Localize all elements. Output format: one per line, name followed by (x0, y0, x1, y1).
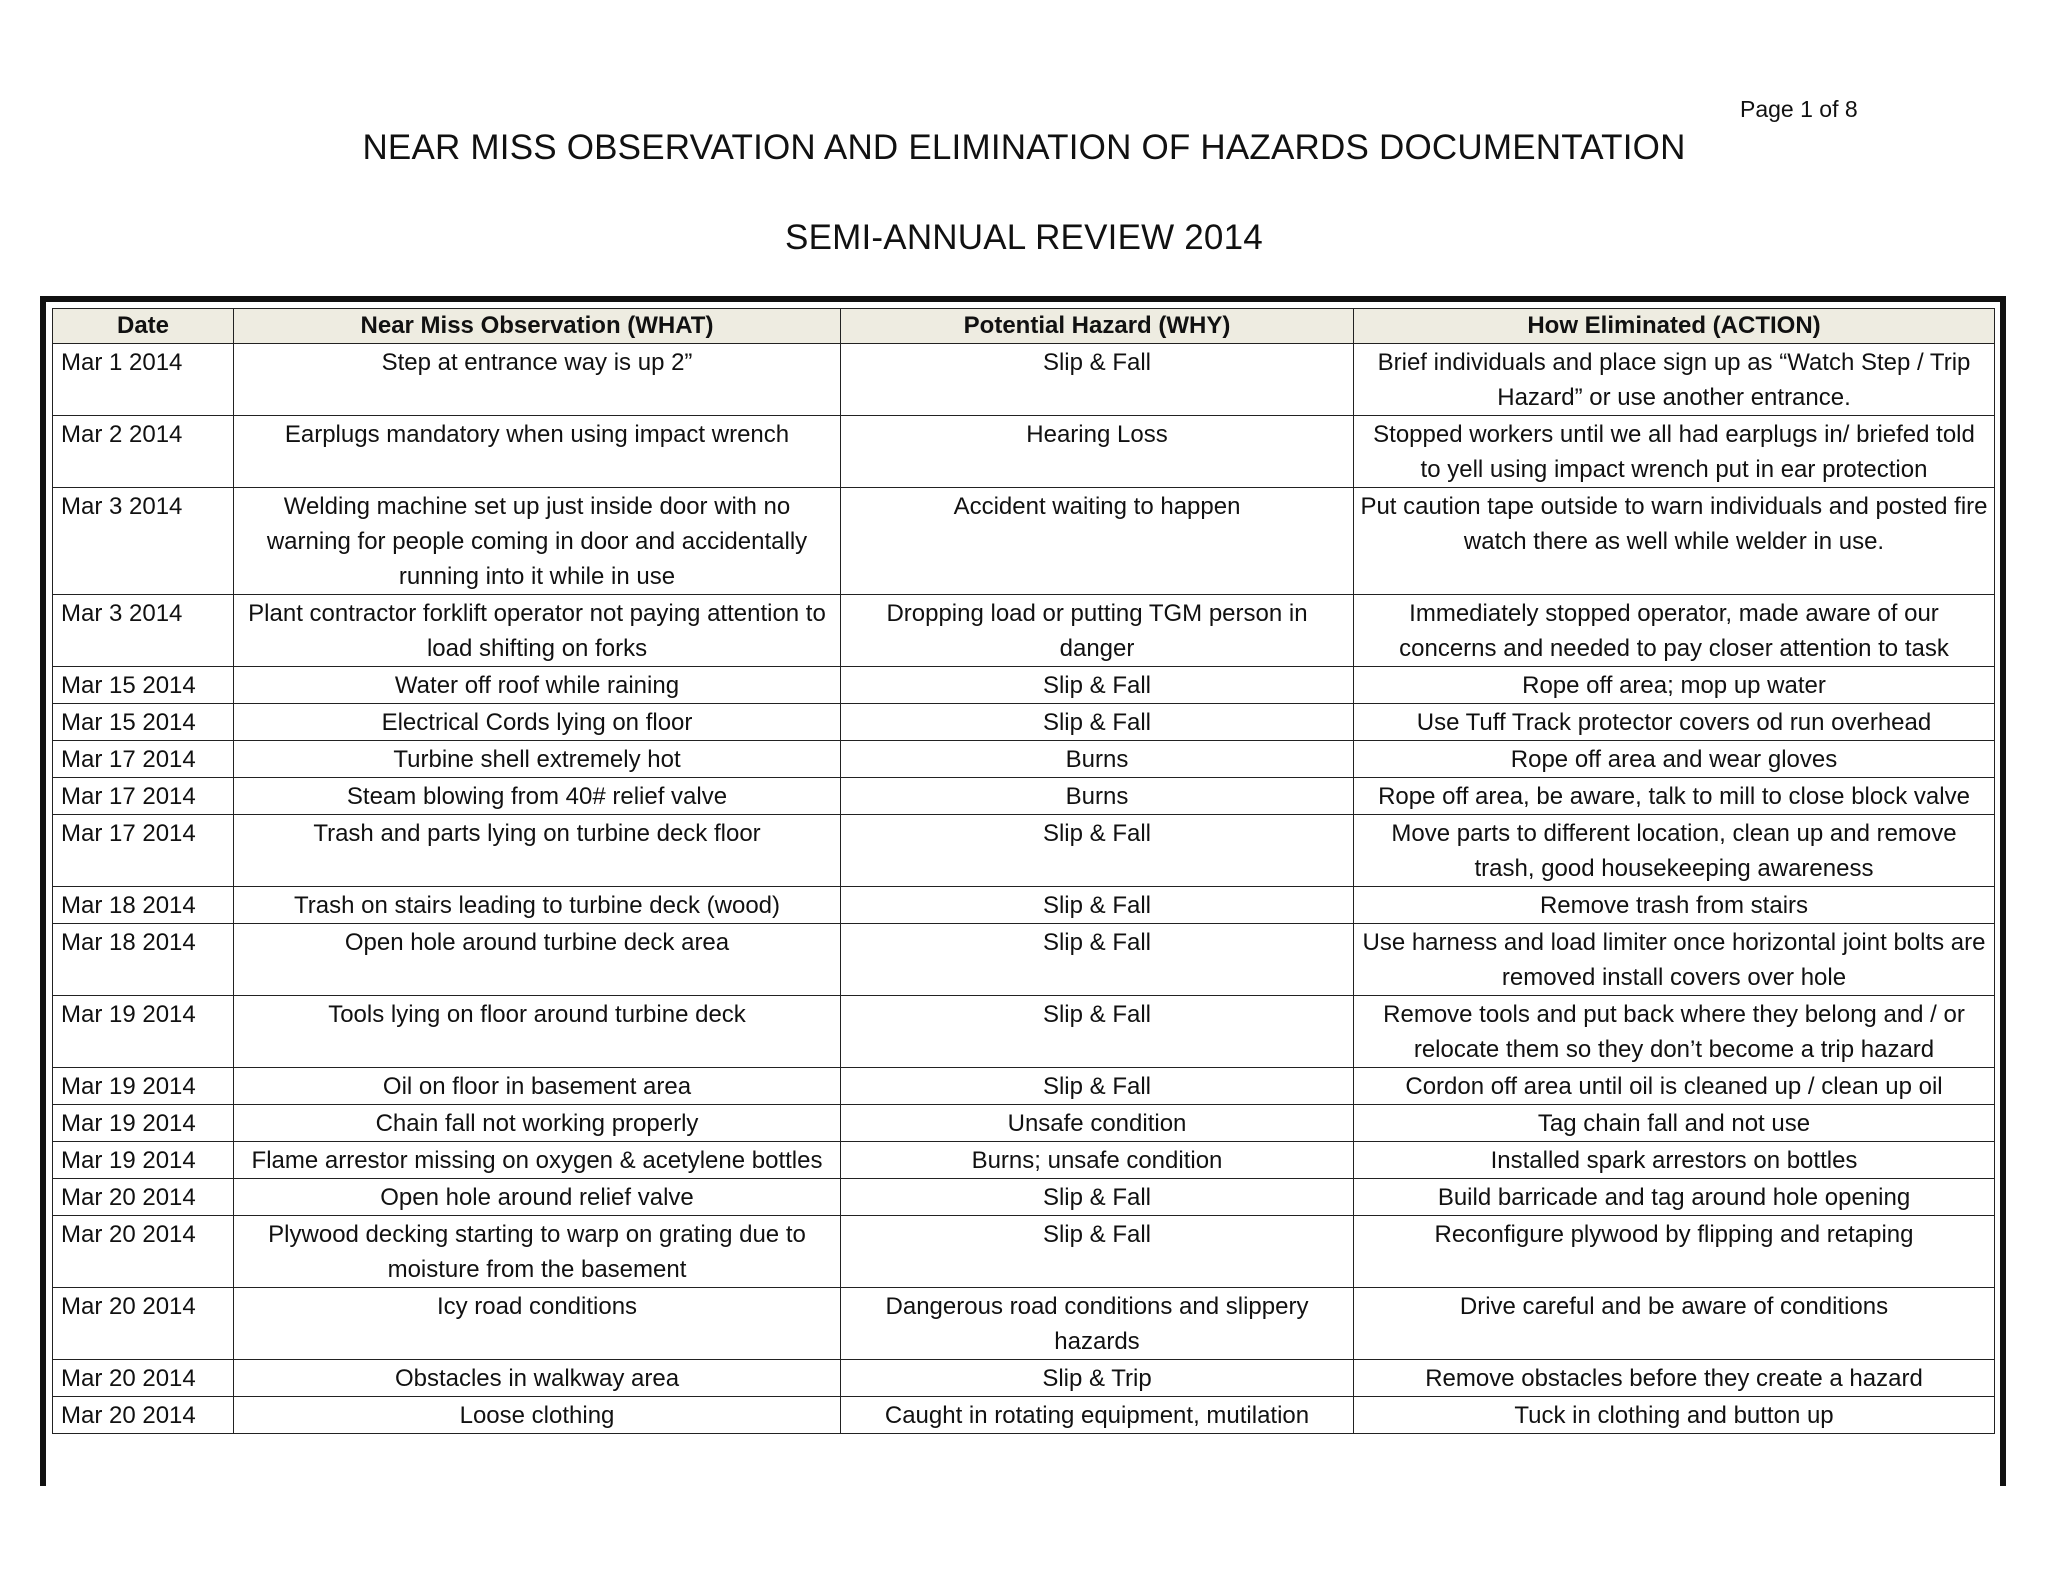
cell-hazard: Accident waiting to happen (841, 488, 1354, 595)
cell-date: Mar 1 2014 (53, 344, 234, 416)
cell-hazard: Slip & Fall (841, 887, 1354, 924)
cell-date: Mar 19 2014 (53, 996, 234, 1068)
cell-action: Use Tuff Track protector covers od run overhead (1354, 704, 1995, 741)
cell-action: Stopped workers until we all had earplugs in/ briefed told to yell using impact wrench put in ear protection (1354, 416, 1995, 488)
document-subtitle: SEMI-ANNUAL REVIEW 2014 (785, 218, 1263, 257)
cell-action: Use harness and load limiter once horizontal joint bolts are removed install covers over hole (1354, 924, 1995, 996)
table-row (53, 1142, 1995, 1179)
cell-observation: Open hole around turbine deck area (234, 924, 841, 996)
cell-action: Rope off area, be aware, talk to mill to close block valve (1354, 778, 1995, 815)
cell-action: Remove tools and put back where they belong and / or relocate them so they don’t become a trip hazard (1354, 996, 1995, 1068)
cell-action: Remove trash from stairs (1354, 887, 1995, 924)
table-row (53, 815, 1995, 887)
table-row (53, 996, 1995, 1068)
cell-date: Mar 19 2014 (53, 1142, 234, 1179)
table-body (53, 344, 1995, 1434)
cell-observation: Obstacles in walkway area (234, 1360, 841, 1397)
cell-action: Tag chain fall and not use (1354, 1105, 1995, 1142)
column-header-hazard: Potential Hazard (WHY) (841, 309, 1354, 344)
cell-action: Cordon off area until oil is cleaned up / clean up oil (1354, 1068, 1995, 1105)
page-number: Page 1 of 8 (1740, 96, 1858, 122)
cell-observation: Chain fall not working properly (234, 1105, 841, 1142)
cell-date: Mar 17 2014 (53, 741, 234, 778)
cell-date: Mar 17 2014 (53, 778, 234, 815)
cell-date: Mar 19 2014 (53, 1068, 234, 1105)
cell-hazard: Burns; unsafe condition (841, 1142, 1354, 1179)
cell-date: Mar 20 2014 (53, 1179, 234, 1216)
cell-hazard: Dropping load or putting TGM person in danger (841, 595, 1354, 667)
cell-hazard: Caught in rotating equipment, mutilation (841, 1397, 1354, 1434)
table-header-row (53, 309, 1995, 344)
cell-observation: Plant contractor forklift operator not paying attention to load shifting on forks (234, 595, 841, 667)
cell-date: Mar 15 2014 (53, 667, 234, 704)
hazards-table-frame (40, 296, 2006, 1486)
table-row (53, 887, 1995, 924)
cell-hazard: Slip & Fall (841, 704, 1354, 741)
table-row (53, 924, 1995, 996)
column-header-observation: Near Miss Observation (WHAT) (234, 309, 841, 344)
cell-action: Rope off area; mop up water (1354, 667, 1995, 704)
cell-date: Mar 18 2014 (53, 924, 234, 996)
cell-observation: Trash and parts lying on turbine deck floor (234, 815, 841, 887)
cell-action: Immediately stopped operator, made aware of our concerns and needed to pay closer attention to task (1354, 595, 1995, 667)
cell-hazard: Slip & Fall (841, 815, 1354, 887)
table-row (53, 416, 1995, 488)
cell-date: Mar 18 2014 (53, 887, 234, 924)
cell-hazard: Hearing Loss (841, 416, 1354, 488)
cell-hazard: Dangerous road conditions and slippery hazards (841, 1288, 1354, 1360)
cell-date: Mar 20 2014 (53, 1397, 234, 1434)
table-row (53, 1216, 1995, 1288)
table-row (53, 704, 1995, 741)
column-header-action: How Eliminated (ACTION) (1354, 309, 1995, 344)
cell-hazard: Slip & Fall (841, 1216, 1354, 1288)
cell-observation: Open hole around relief valve (234, 1179, 841, 1216)
cell-hazard: Burns (841, 741, 1354, 778)
cell-observation: Icy road conditions (234, 1288, 841, 1360)
cell-hazard: Unsafe condition (841, 1105, 1354, 1142)
cell-action: Remove obstacles before they create a hazard (1354, 1360, 1995, 1397)
cell-observation: Turbine shell extremely hot (234, 741, 841, 778)
cell-observation: Oil on floor in basement area (234, 1068, 841, 1105)
table-row (53, 488, 1995, 595)
hazards-table (52, 308, 1995, 1434)
cell-date: Mar 3 2014 (53, 488, 234, 595)
cell-hazard: Slip & Trip (841, 1360, 1354, 1397)
cell-date: Mar 17 2014 (53, 815, 234, 887)
table-row (53, 344, 1995, 416)
cell-date: Mar 3 2014 (53, 595, 234, 667)
cell-observation: Step at entrance way is up 2” (234, 344, 841, 416)
cell-action: Move parts to different location, clean up and remove trash, good housekeeping awareness (1354, 815, 1995, 887)
cell-date: Mar 20 2014 (53, 1216, 234, 1288)
cell-hazard: Slip & Fall (841, 924, 1354, 996)
cell-action: Tuck in clothing and button up (1354, 1397, 1995, 1434)
cell-observation: Trash on stairs leading to turbine deck (wood) (234, 887, 841, 924)
cell-hazard: Slip & Fall (841, 1179, 1354, 1216)
cell-action: Drive careful and be aware of conditions (1354, 1288, 1995, 1360)
table-row (53, 741, 1995, 778)
table-row (53, 1397, 1995, 1434)
table-row (53, 1068, 1995, 1105)
cell-action: Rope off area and wear gloves (1354, 741, 1995, 778)
cell-action: Installed spark arrestors on bottles (1354, 1142, 1995, 1179)
cell-hazard: Slip & Fall (841, 344, 1354, 416)
cell-observation: Steam blowing from 40# relief valve (234, 778, 841, 815)
cell-observation: Welding machine set up just inside door with no warning for people coming in door and accidentally running into it while in use (234, 488, 841, 595)
cell-observation: Water off roof while raining (234, 667, 841, 704)
cell-hazard: Slip & Fall (841, 1068, 1354, 1105)
cell-action: Brief individuals and place sign up as “Watch Step / Trip Hazard” or use another entrance. (1354, 344, 1995, 416)
cell-observation: Earplugs mandatory when using impact wrench (234, 416, 841, 488)
cell-observation: Electrical Cords lying on floor (234, 704, 841, 741)
table-row (53, 1288, 1995, 1360)
cell-observation: Loose clothing (234, 1397, 841, 1434)
cell-hazard: Slip & Fall (841, 667, 1354, 704)
cell-hazard: Burns (841, 778, 1354, 815)
cell-date: Mar 2 2014 (53, 416, 234, 488)
table-row (53, 1105, 1995, 1142)
cell-action: Reconfigure plywood by flipping and retaping (1354, 1216, 1995, 1288)
cell-observation: Flame arrestor missing on oxygen & acetylene bottles (234, 1142, 841, 1179)
table-row (53, 778, 1995, 815)
cell-date: Mar 19 2014 (53, 1105, 234, 1142)
column-header-date: Date (53, 309, 234, 344)
table-row (53, 1360, 1995, 1397)
cell-action: Put caution tape outside to warn individuals and posted fire watch there as well while welder in use. (1354, 488, 1995, 595)
cell-date: Mar 20 2014 (53, 1360, 234, 1397)
cell-date: Mar 15 2014 (53, 704, 234, 741)
cell-observation: Plywood decking starting to warp on grating due to moisture from the basement (234, 1216, 841, 1288)
table-row (53, 1179, 1995, 1216)
cell-action: Build barricade and tag around hole opening (1354, 1179, 1995, 1216)
cell-observation: Tools lying on floor around turbine deck (234, 996, 841, 1068)
table-row (53, 595, 1995, 667)
cell-hazard: Slip & Fall (841, 996, 1354, 1068)
cell-date: Mar 20 2014 (53, 1288, 234, 1360)
document-title: NEAR MISS OBSERVATION AND ELIMINATION OF HAZARDS DOCUMENTATION (362, 128, 1686, 167)
table-row (53, 667, 1995, 704)
